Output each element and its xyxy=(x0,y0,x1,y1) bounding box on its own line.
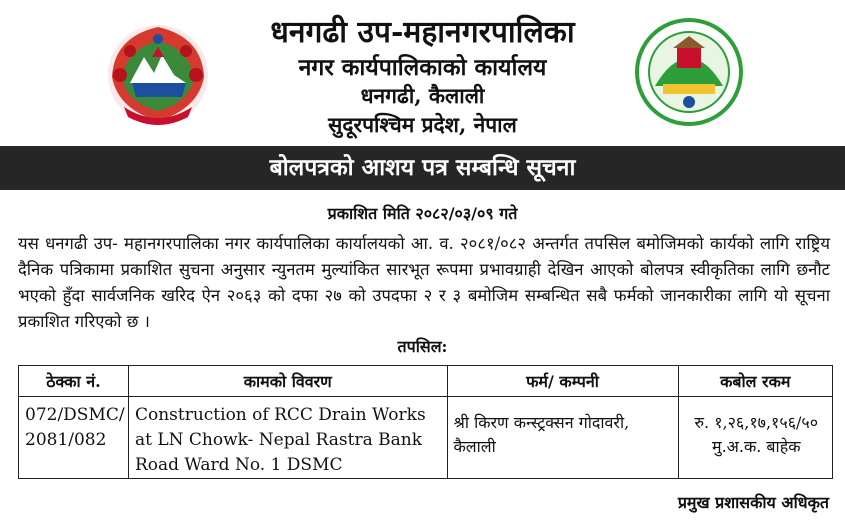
notice-body: यस धनगढी उप- महानगरपालिका नगर कार्यपालिका कार्यालयको आ. व. २०८१/०८२ अन्तर्गत तपसिल बमोजिमको कार्यको लागि राष्ट्रिय दैनिक पत्रिकामा प्रकाशित सुचना अनुसार न्युनतम मुल्यांकित सारभूत रूपमा प्रभावग्राही देखिन आएको बोलपत्र स्वीकृतिका लागि छनौट भएको हुँदा सार्वजनिक खरिद ऐन २०६३ को दफा २७ को उपदफा २ र ३ बमोजिम सम्बन्धित सबै फर्मको जानकारीका लागि यो सूचना प्रकाशित गरिएको छ । xyxy=(18,234,830,331)
header-work-description: कामको विवरण xyxy=(128,366,447,397)
details-label: तपसिल: xyxy=(397,337,448,356)
municipality-logo-icon xyxy=(633,16,745,128)
publication-date: प्रकाशित मिति २०८२/०३/०९ गते xyxy=(327,204,518,223)
amount-cell xyxy=(678,397,832,479)
signatory-title: प्रमुख प्रशासकीय अधिकृत xyxy=(677,493,829,512)
bid-amount: रु. १,२६,१७,१५६/५० मु.अ.क. बाहेक xyxy=(694,413,819,456)
table-header-row xyxy=(19,366,833,397)
office-name: नगर कार्यपालिकाको कार्यालय xyxy=(298,54,547,81)
notice-title-banner: बोलपत्रको आशय पत्र सम्बन्धि सूचना xyxy=(0,146,845,190)
firm-cell xyxy=(447,397,678,479)
firm-name: श्री किरण कन्स्ट्रक्सन गोदावरी, कैलाली xyxy=(453,413,630,456)
work-cell xyxy=(128,397,447,479)
header-firm: फर्म/ कम्पनी xyxy=(447,366,678,397)
header-bid-amount: कबोल रकम xyxy=(678,366,832,397)
work-description: Construction of RCC Drain Works at LN Chowk- Nepal Rastra Bank Road Ward No. 1 DSMC xyxy=(134,405,426,475)
header-contract-no: ठेक्का नं. xyxy=(19,366,129,397)
office-location: धनगढी, कैलाली xyxy=(360,83,485,108)
contract-table xyxy=(18,365,833,479)
contract-no-cell xyxy=(19,397,129,479)
municipality-name: धनगढी उप-महानगरपालिका xyxy=(270,15,575,50)
province-country: सुदूरपश्चिम प्रदेश, नेपाल xyxy=(328,112,517,137)
table-row xyxy=(19,397,833,479)
contract-no: 072/DSMC/ 2081/082 xyxy=(25,405,125,450)
letterhead xyxy=(0,0,845,146)
